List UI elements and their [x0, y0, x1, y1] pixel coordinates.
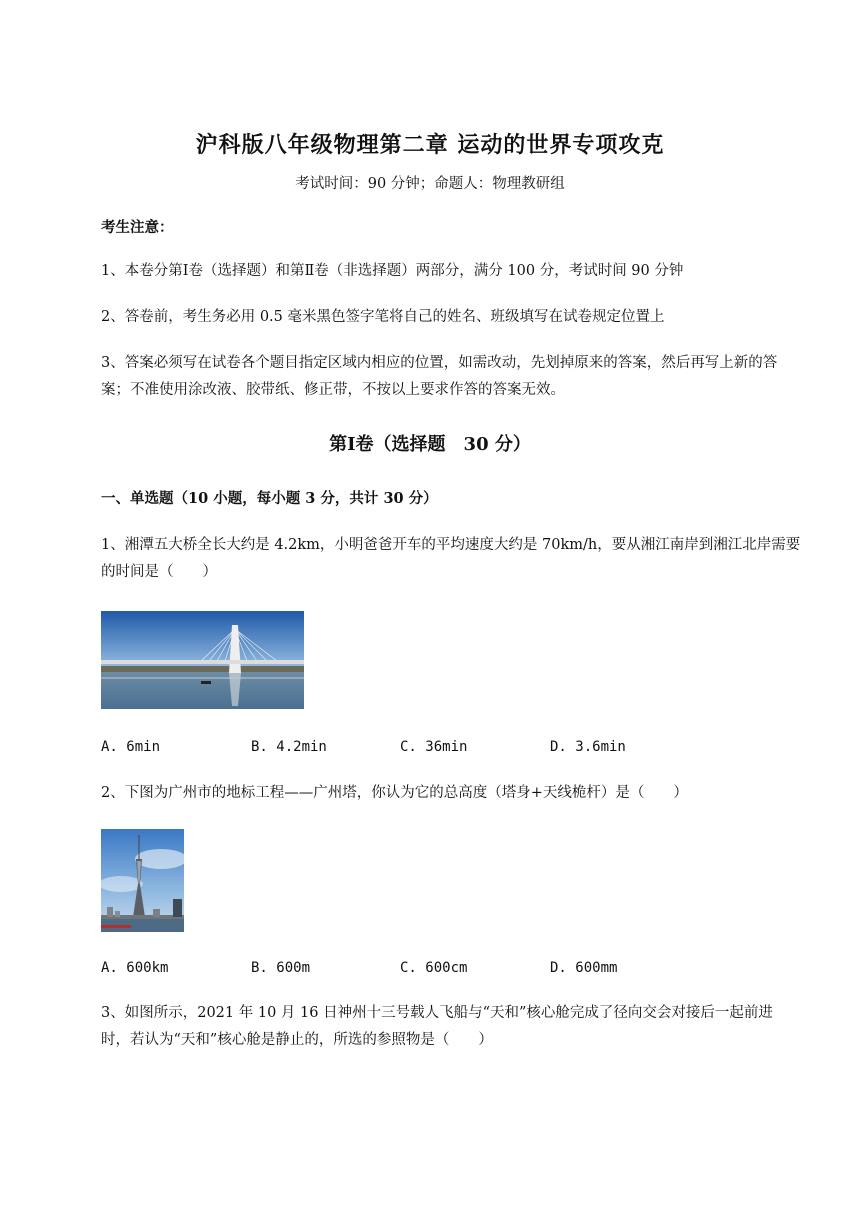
question-1-text: 1、湘潭五大桥全长大约是 4.2km，小明爸爸开车的平均速度大约是 70km/h，要从湘江南岸到湘江北岸需要的时间是（ ） [101, 537, 801, 580]
notice-item: 1、本卷分第Ⅰ卷（选择题）和第Ⅱ卷（非选择题）两部分，满分 100 分，考试时间 90 分钟 [101, 263, 684, 279]
page-title: 沪科版八年级物理第二章 运动的世界专项攻克 [195, 132, 665, 158]
option-d[interactable]: D. 3.6min [550, 739, 626, 755]
option-c[interactable]: C. 600cm [400, 960, 468, 976]
option-d[interactable]: D. 600mm [550, 960, 618, 976]
question-1-options [101, 739, 801, 759]
question-3-text: 3、如图所示，2021 年 10 月 16 日神州十三号载人飞船与“天和”核心舱完成了径向交会对接后一起前进时，若认为“天和”核心舱是静止的，所选的参照物是（ ） [101, 1005, 773, 1048]
bridge-photo-image [101, 611, 304, 709]
notice-item: 3、答案必须写在试卷各个题目指定区域内相应的位置，如需改动，先划掉原来的答案，然后再写上新的答案；不准使用涂改液、胶带纸、修正带，不按以上要求作答的答案无效。 [101, 355, 778, 398]
option-b[interactable]: B. 4.2min [251, 739, 327, 755]
notice-item: 2、答卷前，考生务必用 0.5 毫米黑色签字笔将自己的姓名、班级填写在试卷规定位置上 [101, 309, 665, 325]
part-heading: 一、单选题（10 小题，每小题 3 分，共计 30 分） [101, 490, 438, 507]
bridge-photo [101, 611, 304, 709]
question-2-options [101, 960, 801, 980]
tower-photo-image [101, 829, 184, 932]
option-c[interactable]: C. 36min [400, 739, 468, 755]
exam-info: 考试时间：90 分钟；命题人：物理教研组 [295, 176, 565, 192]
option-a[interactable]: A. 6min [101, 739, 161, 755]
notice-heading: 考生注意： [101, 219, 174, 236]
tower-photo [101, 829, 184, 932]
question-2-text: 2、下图为广州市的地标工程——广州塔，你认为它的总高度（塔身+天线桅杆）是（ ） [101, 785, 688, 801]
option-b[interactable]: B. 600m [251, 960, 311, 976]
section-title: 第Ⅰ卷（选择题 30 分） [329, 434, 531, 455]
option-a[interactable]: A. 600km [101, 960, 169, 976]
